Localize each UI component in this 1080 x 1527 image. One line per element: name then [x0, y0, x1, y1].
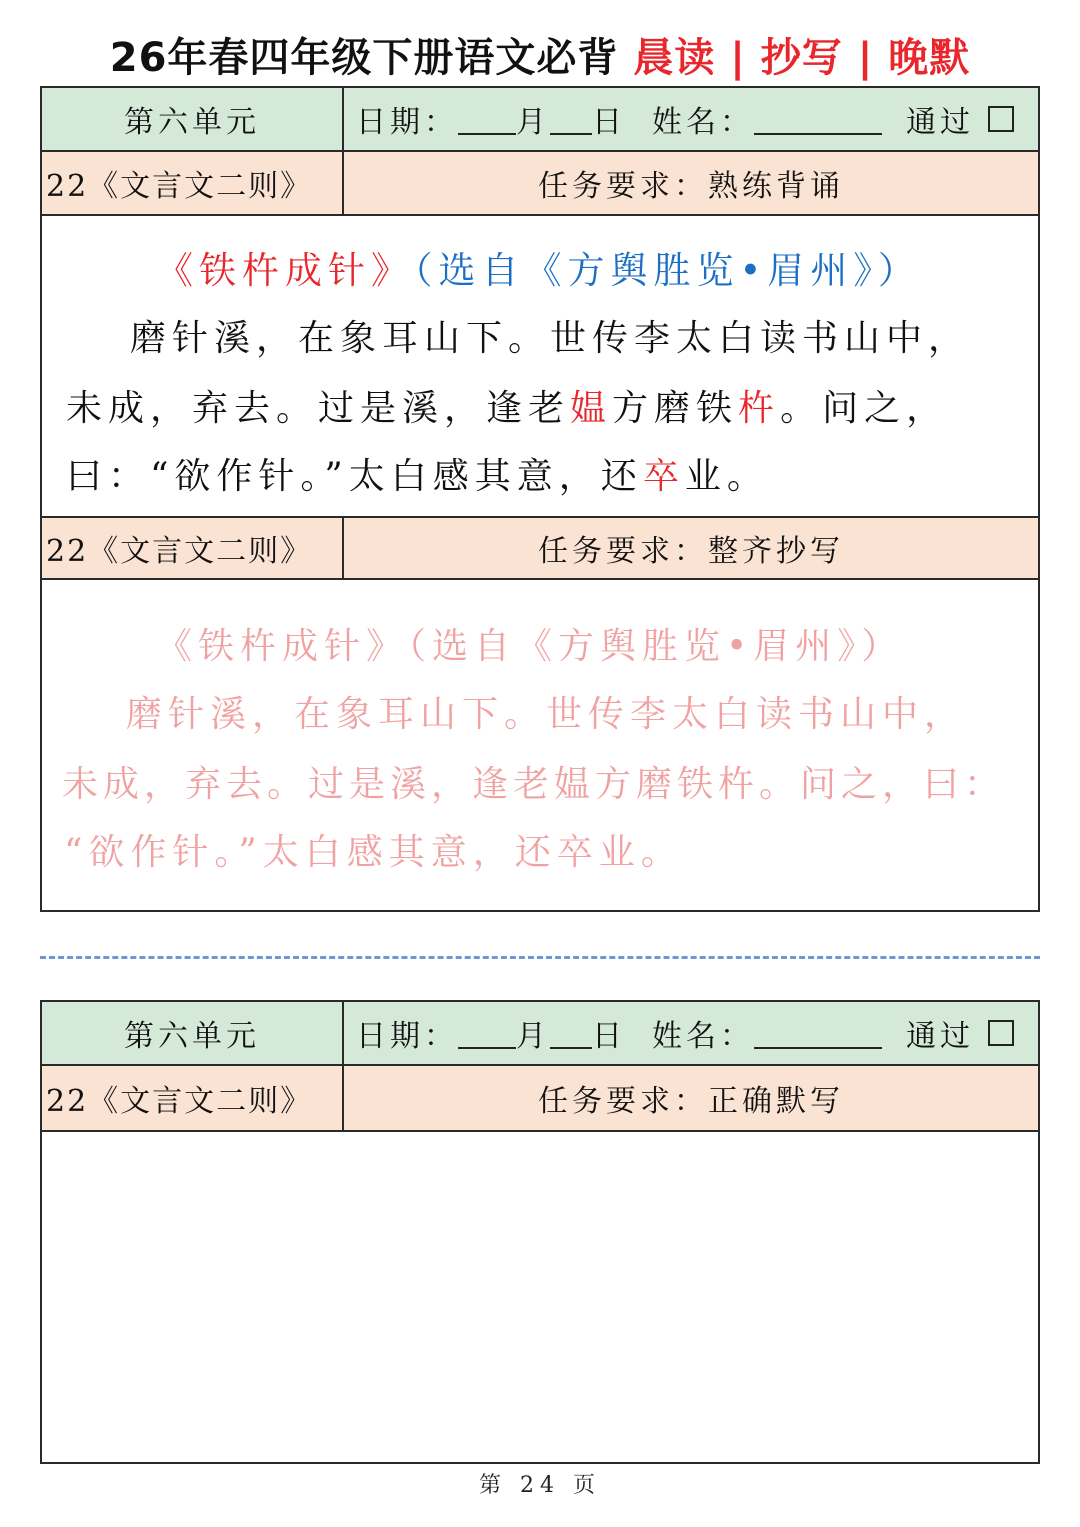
day-label: 日 [592, 1019, 626, 1054]
day-label: 日 [592, 105, 626, 140]
pass-checkbox[interactable] [988, 1020, 1014, 1046]
pass-label: 通过 [906, 1019, 974, 1054]
text-line-2 [66, 380, 948, 431]
text-title: 《铁杵成针》 [156, 249, 414, 292]
lesson-label: 22《文言文二则》 [46, 169, 313, 204]
page-title-main: 26年春四年级下册语文必背 [109, 35, 634, 81]
text-line-1-content: 磨针溪，在象耳山下。世传李太白读书山中， [130, 318, 971, 359]
header-row [42, 1002, 1038, 1066]
lesson-cell [42, 518, 344, 578]
lesson-cell [42, 152, 344, 214]
trace-line-1-content: 磨针溪，在象耳山下。世传李太白读书山中， [126, 694, 967, 735]
name-label: 姓名： [652, 105, 754, 140]
copy-trace-area[interactable] [42, 580, 1038, 910]
trace-line-1 [126, 686, 966, 737]
unit-label: 第六单元 [124, 1019, 260, 1054]
text-line-3 [66, 448, 769, 499]
lesson-row-dictation [42, 1066, 1038, 1132]
worksheet-card-top [40, 86, 1040, 912]
trace-line-2 [62, 756, 1005, 807]
text-source: （选自《方舆胜览•眉州》） [414, 249, 921, 292]
worksheet-card-bottom [40, 1000, 1040, 1464]
date-label: 日期： [356, 105, 458, 140]
unit-label: 第六单元 [124, 105, 260, 140]
lesson-cell [42, 1066, 344, 1130]
day-blank[interactable] [550, 103, 592, 135]
month-label: 月 [516, 1019, 550, 1054]
info-cell [344, 1002, 1038, 1064]
month-blank[interactable] [458, 103, 516, 135]
cut-line-divider [40, 956, 1040, 959]
page-title-accent: 晨读 | 抄写 | 晚默 [633, 35, 971, 81]
task-cell [344, 1066, 1038, 1130]
text-title-line [156, 240, 921, 294]
date-label: 日期： [356, 1019, 458, 1054]
pass-label: 通过 [906, 105, 974, 140]
day-blank[interactable] [550, 1017, 592, 1049]
recite-text-area [42, 216, 1038, 516]
trace-line-2-content: 未成，弃去。过是溪，逢老媪方磨铁杵。问之，曰： [62, 764, 1006, 805]
lesson-row-copy [42, 516, 1038, 580]
lesson-label: 22《文言文二则》 [46, 534, 313, 569]
dictation-writing-area[interactable] [42, 1132, 1038, 1462]
highlight-word-chu: 杵 [738, 388, 781, 429]
task-cell [344, 152, 1038, 214]
task-dictation: 任务要求：正确默写 [538, 1084, 844, 1119]
info-cell [344, 88, 1038, 150]
task-copy: 任务要求：整齐抄写 [538, 534, 844, 569]
task-recite: 任务要求：熟练背诵 [538, 169, 844, 204]
unit-cell [42, 88, 344, 150]
trace-line-3 [64, 824, 683, 875]
text-line-2-part-a: 未成，弃去。过是溪，逢老 [66, 388, 571, 429]
header-row [42, 88, 1038, 152]
text-line-1 [130, 310, 970, 361]
month-blank[interactable] [458, 1017, 516, 1049]
trace-title: 《铁杵成针》（选自《方舆胜览•眉州》） [156, 626, 904, 667]
text-line-3-part-b: 业。 [684, 456, 769, 497]
highlight-word-ao: 媪 [570, 388, 613, 429]
lesson-label: 22《文言文二则》 [46, 1084, 313, 1119]
trace-line-3-content: “欲作针。”太白感其意，还卒业。 [64, 832, 683, 873]
pass-checkbox[interactable] [988, 106, 1014, 132]
task-cell [344, 518, 1038, 578]
highlight-word-zu: 卒 [642, 456, 685, 497]
unit-cell [42, 1002, 344, 1064]
name-blank[interactable] [754, 1017, 882, 1049]
month-label: 月 [516, 105, 550, 140]
lesson-row-recite [42, 152, 1038, 216]
page-number: 第 24 页 [479, 1473, 601, 1498]
text-line-2-part-c: 。问之， [780, 388, 949, 429]
trace-title-line [156, 618, 903, 669]
page-title [0, 28, 1080, 88]
text-line-2-part-b: 方磨铁 [612, 388, 739, 429]
text-line-3-part-a: 曰：“欲作针。”太白感其意，还 [66, 456, 643, 497]
name-blank[interactable] [754, 103, 882, 135]
name-label: 姓名： [652, 1019, 754, 1054]
